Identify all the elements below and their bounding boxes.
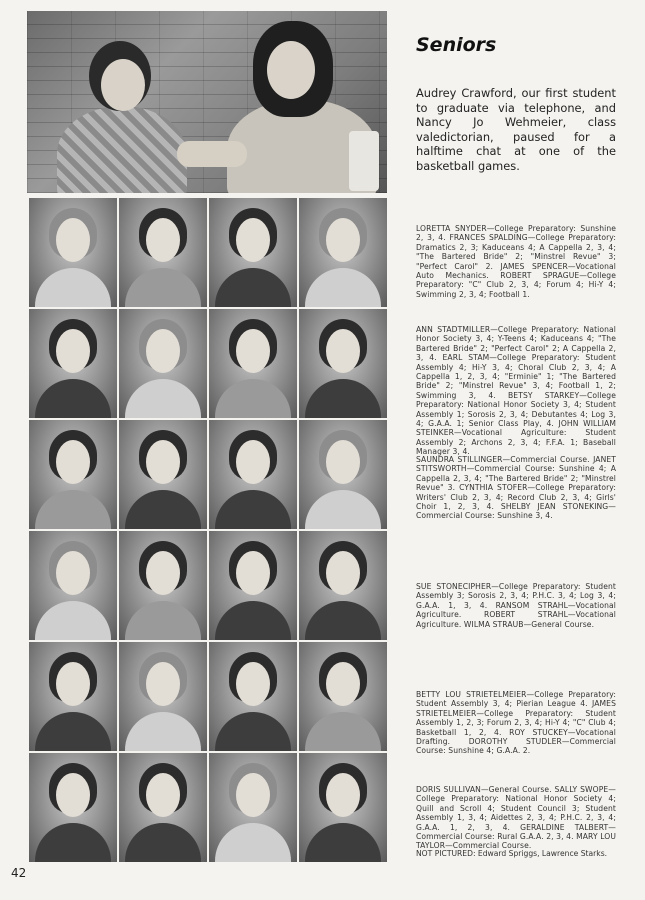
senior-portrait [29, 531, 117, 640]
senior-portrait [119, 753, 207, 862]
senior-bio-block: LORETTA SNYDER—College Preparatory: Sunshine 2, 3, 4. FRANCES SPALDING—College Preparatory: Dramatics 2, 3; Kaduceans 4; A Cappella 2, 3, 4; "The Bartered Bride" 2; "Minstrel Revue" 3; "Perfect Carol" 2. JAMES SPENCER—Vocational Auto Mechanics. ROBERT SPRAGUE—College Preparatory: "C" Club 2, 3, 4; Forum 4; Hi-Y 4; Swimming 2, 3, 4; Football 1. [416, 224, 616, 299]
senior-portrait [299, 198, 387, 307]
senior-portrait [209, 420, 297, 529]
not-pictured-note: NOT PICTURED: Edward Spriggs, Lawrence Starks. [416, 849, 608, 858]
senior-portrait [119, 420, 207, 529]
senior-portrait [119, 309, 207, 418]
senior-bio-block: DORIS SULLIVAN—General Course. SALLY SWOPE—College Preparatory: National Honor Society 4; Quill and Scroll 4; Student Council 3; Student Assembly 1, 3, 4; Aidettes 2, 3, 4; P.H.C. 2, 3, 4; G.A.A. 1, 2, 3, 4. GERALDINE TALBERT—Commercial Course: Rural G.A.A. 2, 3, 4. MARY LOU TAYLOR—Commercial Course. [416, 785, 616, 851]
page-number: 42 [11, 866, 27, 880]
photo-caption: Audrey Crawford, our first student to graduate via telephone, and Nancy Jo Wehmeier, class valedictorian, paused for a halftime chat at one of the basketball games. [416, 86, 616, 173]
senior-bio-block: ANN STADTMILLER—College Preparatory: National Honor Society 3, 4; Y-Teens 4; Kaduceans 4; "The Bartered Bride" 2; "Perfect Carol" 2; A Cappella 2, 3, 4. EARL STAM—College Preparatory: Student Assembly 4; Hi-Y 3, 4; Choral Club 2, 3, 4; A Cappella 1, 2, 3, 4; "Erminie" 1; "The Bartered Bride" 2; "Minstrel Revue" 3, 4; Football 1, 2; Swimming 3, 4. BETSY STARKEY—College Preparatory: National Honor Society 3, 4; Student Assembly 1; Sorosis 2, 3, 4; Debutantes 4; Log 3, 4; G.A.A. 1; Senior Class Play, 4. JOHN WILLIAM STEINKER—Vocational Agriculture: Student Assembly 2; Archons 2, 3, 4; F.F.A. 1; Baseball Manager 3, 4. [416, 325, 616, 457]
senior-portrait [299, 753, 387, 862]
senior-portrait [209, 642, 297, 751]
senior-portrait [299, 642, 387, 751]
senior-portrait [119, 642, 207, 751]
senior-portrait [209, 309, 297, 418]
senior-portrait [29, 420, 117, 529]
senior-portrait [29, 642, 117, 751]
senior-portrait [29, 309, 117, 418]
portrait-grid [29, 198, 386, 866]
senior-portrait [29, 198, 117, 307]
senior-portrait [119, 198, 207, 307]
senior-portrait [209, 753, 297, 862]
senior-portrait [299, 309, 387, 418]
senior-bio-block: SAUNDRA STILLINGER—Commercial Course. JANET STITSWORTH—Commercial Course: Sunshine 4; A Cappella 2, 3, 4; "The Bartered Bride" 2; "Minstrel Revue" 3. CYNTHIA STOFER—College Preparatory: Writers' Club 2, 3, 4; Record Club 2, 3, 4; Girls' Choir 1, 2, 3, 4. SHELBY JEAN STONEKING—Commercial Course: Sunshine 3, 4. [416, 455, 616, 521]
senior-portrait [299, 420, 387, 529]
candid-photo [27, 11, 387, 193]
senior-portrait [29, 753, 117, 862]
senior-bio-block: SUE STONECIPHER—College Preparatory: Student Assembly 3; Sorosis 2, 3, 4; P.H.C. 3, 4; Log 3, 4; G.A.A. 1, 3, 4. RANSOM STRAHL—Vocational Agriculture. ROBERT STRAHL—Vocational Agriculture. WILMA STRAUB—General Course. [416, 582, 616, 629]
senior-portrait [209, 198, 297, 307]
senior-portrait [209, 531, 297, 640]
senior-portrait [299, 531, 387, 640]
senior-portrait [119, 531, 207, 640]
senior-bio-block: BETTY LOU STRIETELMEIER—College Preparatory: Student Assembly 3, 4; Pierian League 4. JAMES STRIETELMEIER—College Preparatory: Student Assembly 1, 2, 3; Forum 2, 3, 4; Hi-Y 4; "C" Club 4; Basketball 1, 2, 4. ROY STUCKEY—Vocational Drafting. DOROTHY STUDLER—Commercial Course: Sunshine 4; G.A.A. 2. [416, 690, 616, 756]
page-title: Seniors [416, 34, 497, 56]
